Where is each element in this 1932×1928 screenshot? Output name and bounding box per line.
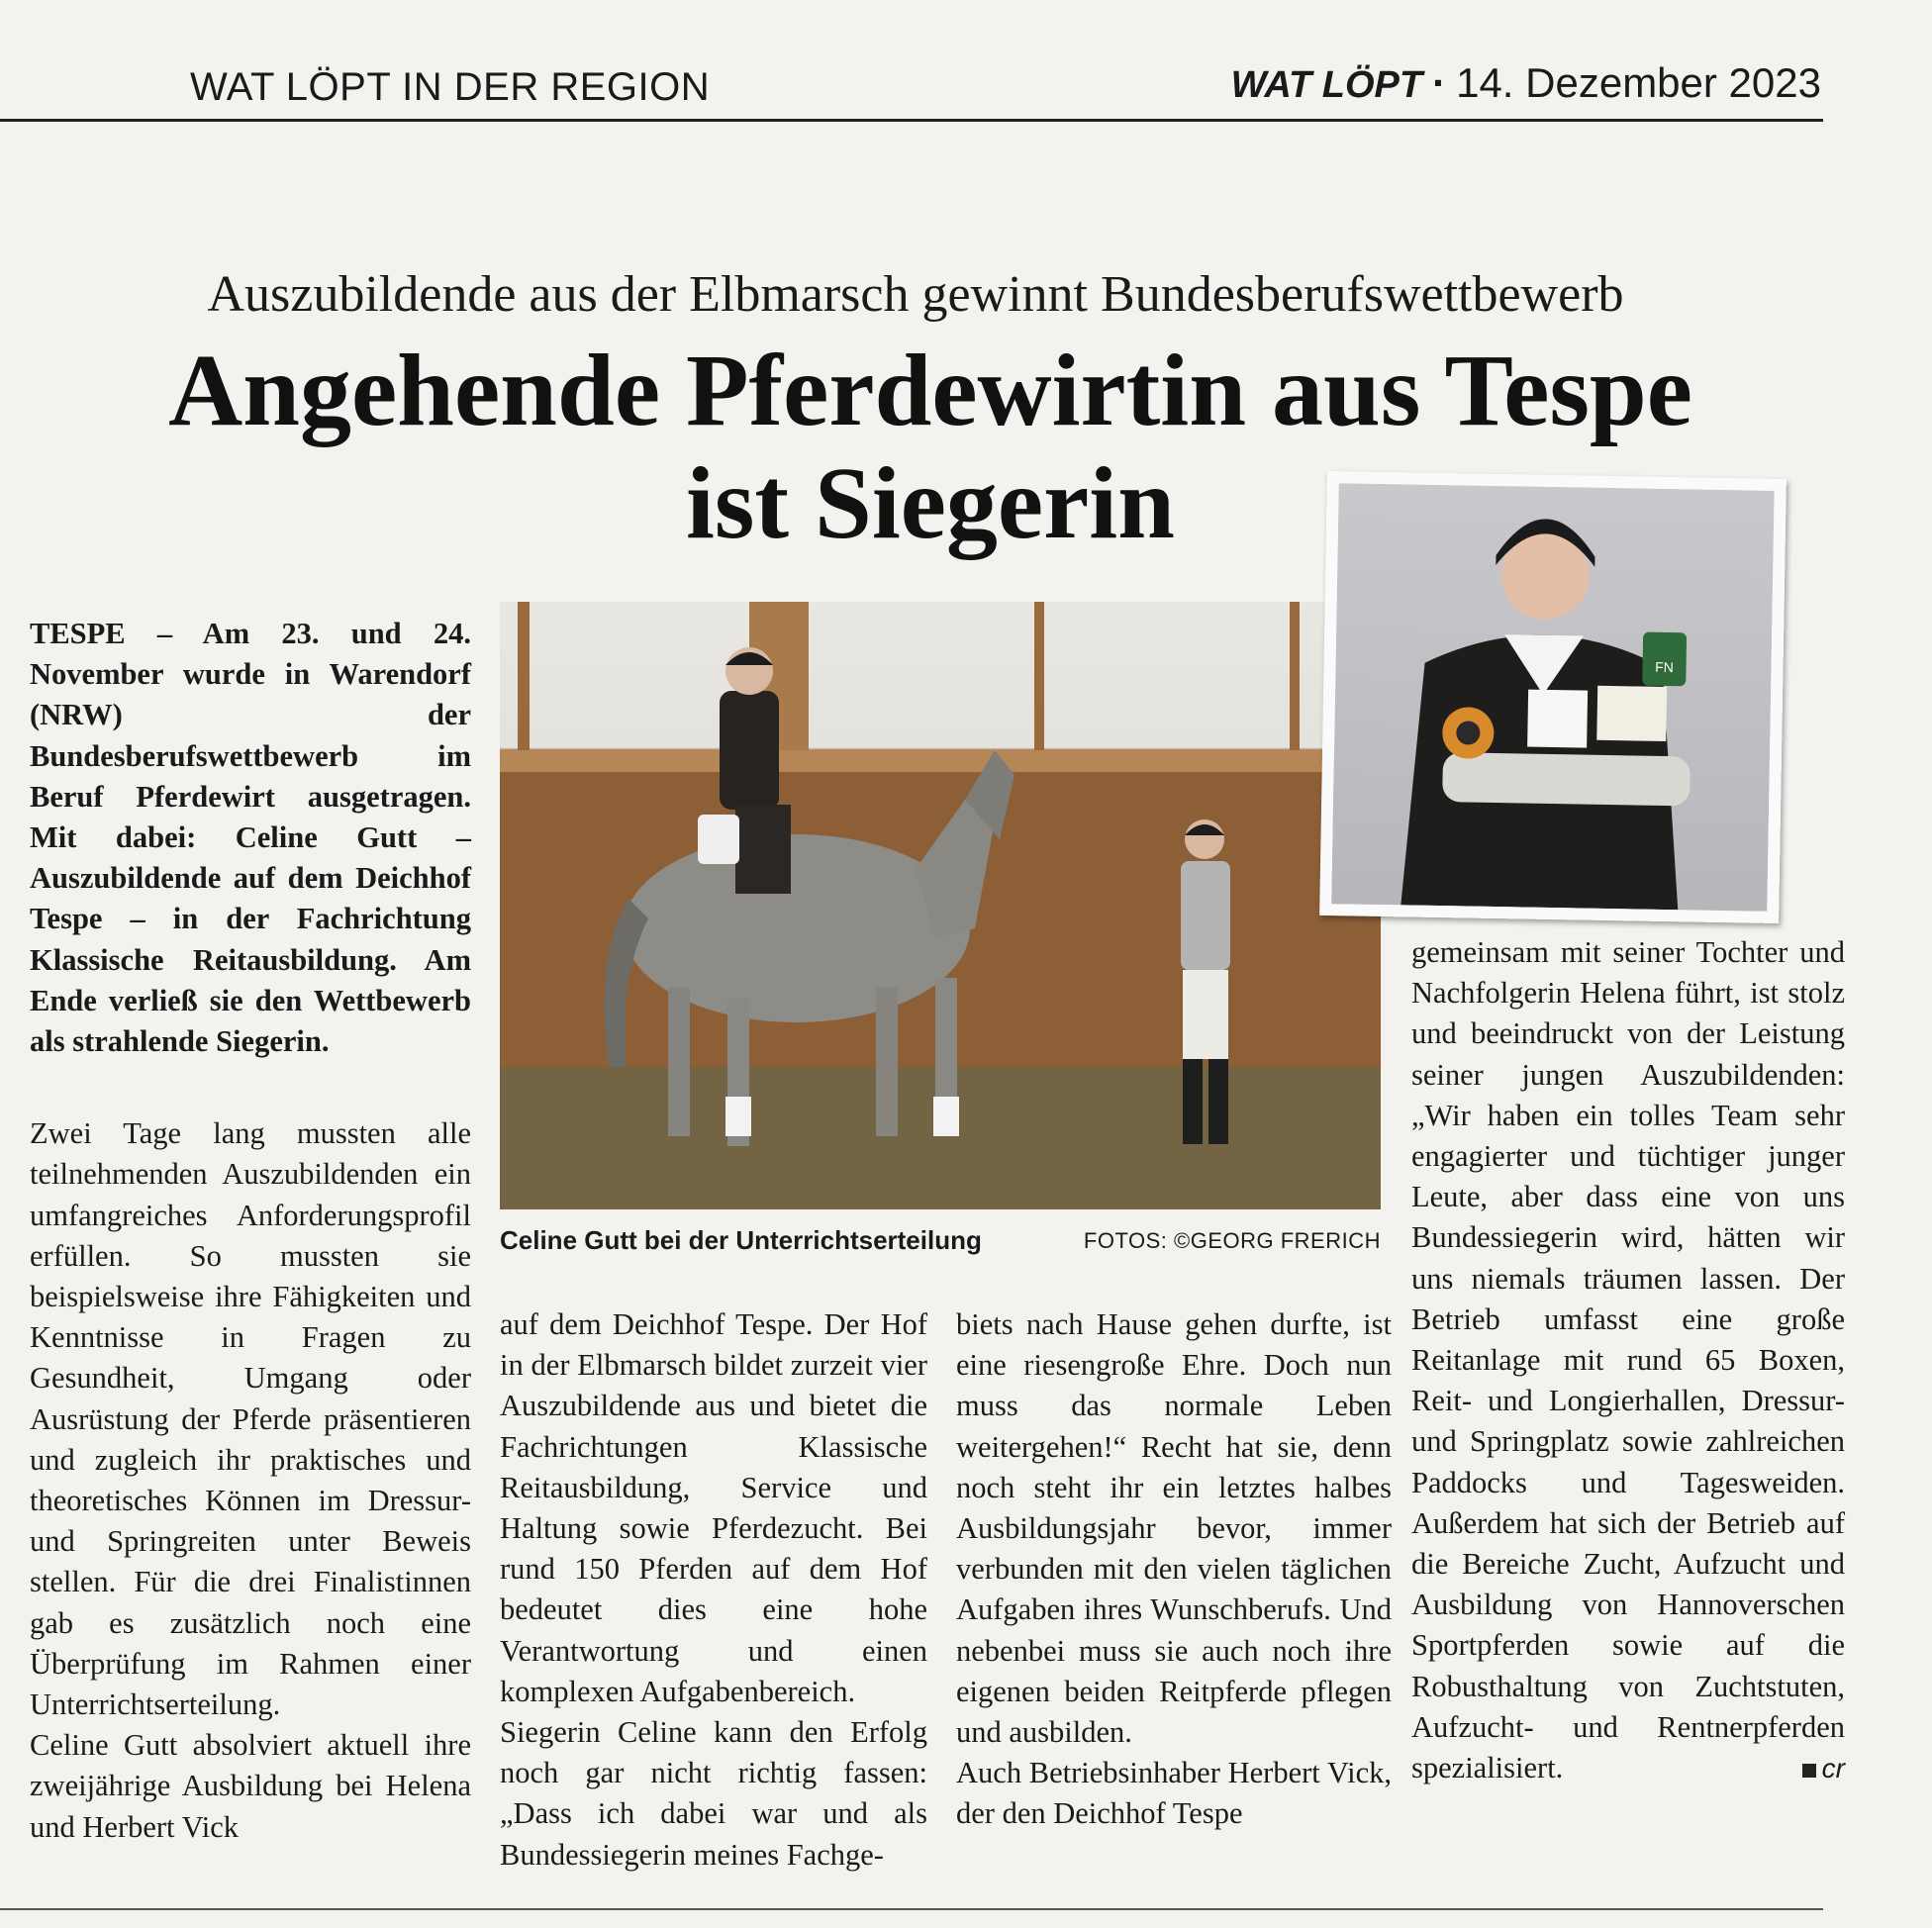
lead-paragraph: TESPE – Am 23. und 24. November wurde in Warendorf (NRW) der Bundesberufswettbewerb im Beruf Pferdewirt ausgetragen. Mit dabei: Celine Gutt – Auszubildende auf dem Deichhof Tespe – in der Fachrichtung Klassische Reitausbildung. Am Ende verließ sie den Wettbewerb als strahlende Siegerin. xyxy=(30,617,471,1059)
winner-certificate xyxy=(1596,686,1667,741)
column-3 xyxy=(956,1304,1392,1835)
headline-line-1: Angehende Pferdewirtin aus Tespe xyxy=(168,334,1692,447)
winner-portrait-photo xyxy=(1319,471,1787,923)
column-1 xyxy=(30,614,471,1848)
photo-credit: FOTOS: ©GEORG FRERICH xyxy=(1083,1228,1381,1253)
caption-text: Celine Gutt bei der Unterrichtserteilung xyxy=(500,1225,982,1255)
author-mark xyxy=(1802,1748,1845,1788)
photo-caption xyxy=(500,1225,1381,1256)
section-header: WAT LÖPT IN DER REGION xyxy=(190,65,711,109)
arena-photo xyxy=(500,602,1381,1209)
issue-date: 14. Dezember 2023 xyxy=(1456,59,1821,106)
end-square-icon xyxy=(1802,1764,1816,1778)
body-paragraph: biets nach Hause gehen durfte, ist eine riesengroße Ehre. Doch nun muss das normale Leben weitergehen!“ Recht hat sie, denn noch steht ihr ein letztes halbes Ausbildungsjahr bevor, immer verbunden mit den vielen täglichen Aufgaben ihres Wunschberufs. Und nebenbei muss sie auch noch ihre eigenen beiden Reitpferde pflegen und ausbilden. xyxy=(956,1307,1392,1750)
body-paragraph xyxy=(1411,932,1845,1788)
header-rule xyxy=(0,119,1823,122)
arena-beam xyxy=(1034,602,1044,750)
arena-photo-graphic xyxy=(500,602,1381,1209)
body-paragraph: Auch Betriebsinhaber Herbert Vick, der den Deichhof Tespe xyxy=(956,1756,1392,1831)
body-paragraph: Celine Gutt absolviert aktuell ihre zweijährige Ausbildung bei Helena und Herbert Vick xyxy=(30,1728,471,1844)
author-initials: cr xyxy=(1821,1753,1845,1784)
arena-beam xyxy=(518,602,530,750)
winner-portrait-graphic xyxy=(1331,483,1774,912)
column-2 xyxy=(500,1304,927,1876)
article-subtitle: Auszubildende aus der Elbmarsch gewinnt Bundesberufswettbewerb xyxy=(207,266,1624,323)
header-separator: · xyxy=(1432,59,1447,106)
footer-rule xyxy=(0,1908,1823,1910)
winner-saddle-blanket xyxy=(1442,752,1690,806)
arena-beam xyxy=(1290,602,1300,750)
page-header-right xyxy=(1231,59,1821,107)
headline-line-2: ist Siegerin xyxy=(686,446,1175,560)
body-paragraph: Siegerin Celine kann den Erfolg noch gar nicht richtig fassen: „Dass ich dabei war und als Bundessiegerin meines Fachge- xyxy=(500,1715,927,1872)
column-4-text: gemeinsam mit seiner Tochter und Nachfolgerin Helena führt, ist stolz und beeindruckt von der Leistung seiner jungen Auszubildenden: „Wir haben ein tolles Team sehr engagierter und tüchtiger junger Leute, aber dass eine von uns Bundessiegerin wird, hätten wir uns niemals träumen lassen. Der Betrieb umfasst eine große Reitanlage mit rund 65 Boxen, Reit- und Longierhallen, Dressur- und Springplatz sowie zahlreichen Paddocks und Tagesweiden. Außerdem hat sich der Betrieb auf die Bereiche Zucht, Aufzucht und Ausbildung von Hannoverschen Sportpferden sowie auf die Robusthaltung von Zuchtstuten, Aufzucht- und Rentnerpferden spezialisiert. xyxy=(1411,935,1845,1785)
winner-certificate xyxy=(1527,690,1588,748)
brand-name: WAT LÖPT xyxy=(1230,64,1423,106)
body-paragraph: Zwei Tage lang mussten alle teilnehmenden Auszubildenden ein umfangreiches Anforderungsprofil erfüllen. So mussten sie beispielsweise ihre Fähigkeiten und Kenntnisse in Fragen zu Gesundheit, Umgang oder Ausrüstung der Pferde präsentieren und zugleich ihr praktisches und theoretisches Können im Dressur- und Springreiten unter Beweis stellen. Für die drei Finalistinnen gab es zusätzlich noch eine Überprüfung im Rahmen einer Unterrichtserteilung. xyxy=(30,1116,471,1722)
fn-badge-text: FN xyxy=(1655,658,1675,676)
column-4 xyxy=(1411,932,1845,1788)
body-paragraph: auf dem Deichhof Tespe. Der Hof in der Elbmarsch bildet zurzeit vier Auszubildende aus und bietet die Fachrichtungen Klassische Reitausbildung, Service und Haltung sowie Pferdezucht. Bei rund 150 Pferden auf dem Hof bedeutet dies eine hohe Verantwortung und einen komplexen Aufgabenbereich. xyxy=(500,1307,927,1708)
arena-wall-top xyxy=(500,750,1381,772)
